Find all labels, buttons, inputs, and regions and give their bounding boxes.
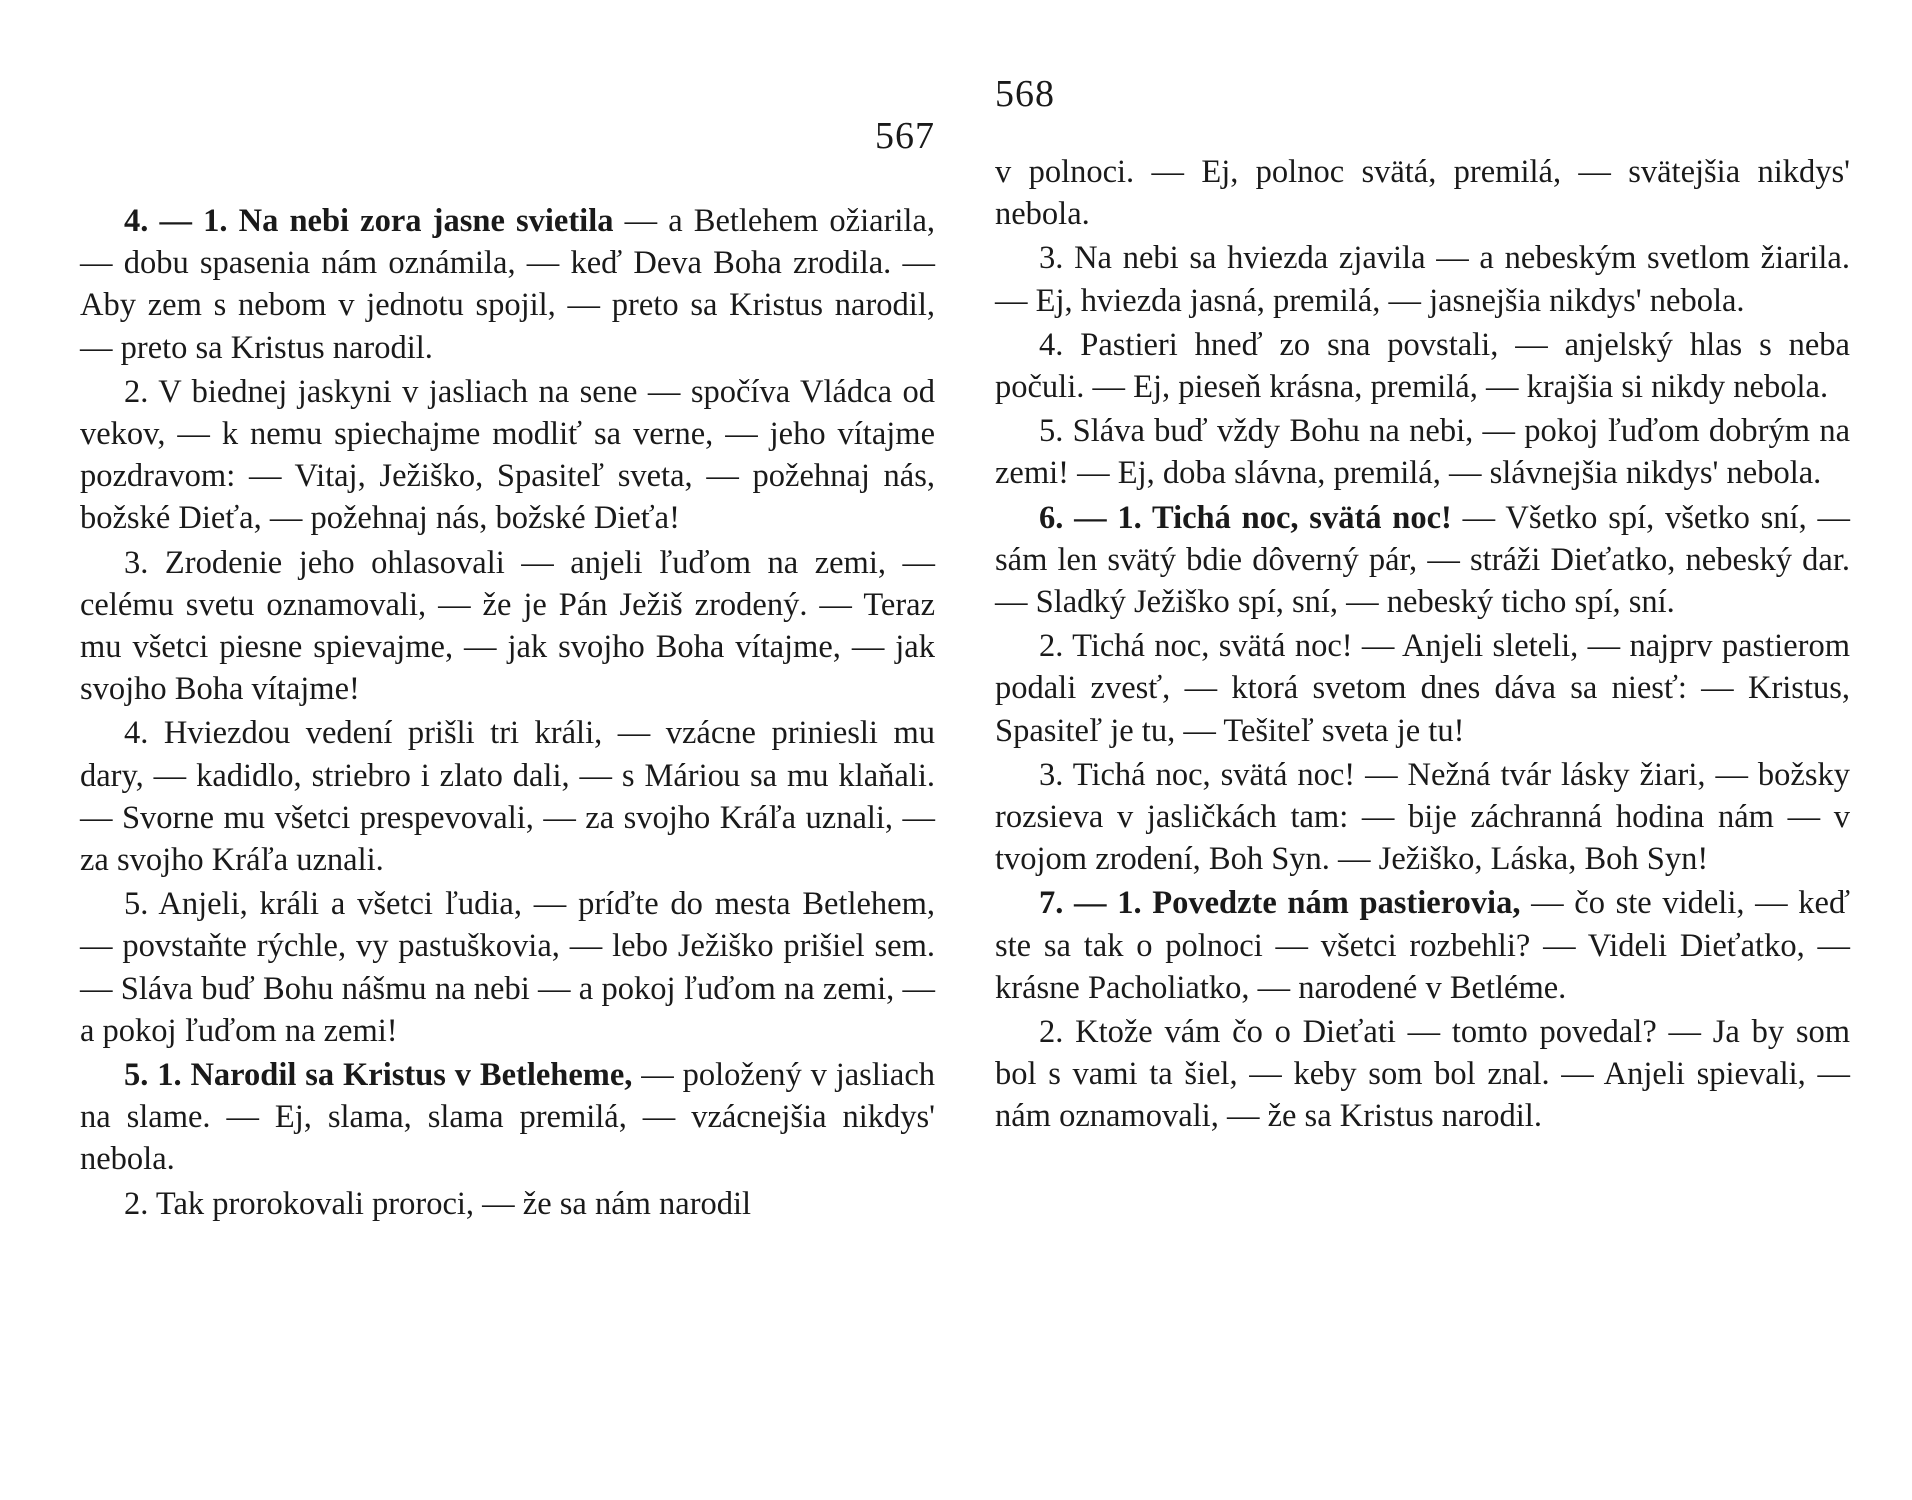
song-heading: 4. — 1. Na nebi zora jasne svietila — [124, 203, 614, 239]
paragraph — [995, 625, 1850, 752]
song-heading: 7. — 1. Povedzte nám pastierovia, — [1039, 885, 1521, 922]
paragraph — [995, 324, 1850, 408]
paragraph — [80, 542, 935, 711]
page-number-right: 568 — [995, 73, 1055, 115]
paragraph-text: — a Betlehem ožiarila, — dobu spasenia nám oznámila, — keď Deva Boha zrodila. — Aby zem s nebom v jednotu spojil, — preto sa Kristus narodil, — preto sa Kristus narodil. — [80, 203, 935, 366]
paragraph — [995, 882, 1850, 1009]
paragraph — [995, 1011, 1850, 1138]
paragraph — [80, 1054, 935, 1181]
left-text-column — [80, 200, 935, 1227]
song-heading: 5. 1. Narodil sa Kristus v Betleheme, — [124, 1057, 633, 1094]
paragraph-text: 3. Na nebi sa hviezda zjavila — a nebeským svetlom žiarila. — Ej, hviezda jasná, premilá, — jasnejšia nikdys' nebola. — [995, 240, 1850, 319]
paragraph-text: 5. Anjeli, králi a všetci ľudia, — príďte do mesta Betlehem, — povstaňte rýchle, vy pastuškovia, — lebo Ježiško prišiel sem. — Sláva buď Bohu nášmu na nebi — a pokoj ľuďom na zemi, — a pokoj ľuďom na zemi! — [80, 886, 935, 1049]
paragraph — [995, 497, 1850, 624]
paragraph — [995, 237, 1850, 321]
paragraph-text: 5. Sláva buď vždy Bohu na nebi, — pokoj ľuďom dobrým na zemi! — Ej, doba slávna, premilá, — slávnejšia nikdys' nebola. — [995, 413, 1850, 492]
paragraph-text: v polnoci. — Ej, polnoc svätá, premilá, — svätejšia nikdys' nebola. — [995, 154, 1850, 233]
paragraph-text: 3. Zrodenie jeho ohlasovali — anjeli ľuďom na zemi, — celému svetu oznamovali, — že je Pán Ježiš zrodený. — Teraz mu všetci piesne spievajme, — jak svojho Boha vítajme, — jak svojho Boha vítajme! — [80, 544, 935, 708]
paragraph-text: 2. Ktože vám čo o Dieťati — tomto povedal? — Ja by som bol s vami ta šiel, — keby som bol znal. — Anjeli spievali, — nám oznamovali, — že sa Kristus narodil. — [995, 1014, 1850, 1135]
right-text-column — [995, 151, 1850, 1140]
paragraph — [80, 200, 935, 369]
paragraph — [995, 151, 1850, 235]
paragraph-text: 4. Hviezdou vedení prišli tri králi, — vzácne priniesli mu dary, — kadidlo, striebro i zlato dali, — s Máriou sa mu klaňali. — Svorne mu všetci prespevovali, — za svojho Kráľa uznali, — za svojho Kráľa uznali. — [80, 715, 935, 879]
song-heading: 6. — 1. Tichá noc, svätá noc! — [1039, 499, 1452, 536]
paragraph — [80, 712, 935, 881]
paragraph-text: — Všetko spí, všetko sní, — sám len svätý bdie dôverný pár, — stráži Dieťatko, nebeský dar. — Sladký Ježiško spí, sní, — nebeský ticho spí, sní. — [995, 499, 1850, 621]
paragraph-text: 2. V biednej jaskyni v jasliach na sene — spočíva Vládca od vekov, — k nemu spiechajme modliť sa verne, — jeho vítajme pozdravom: — Vitaj, Ježiško, Spasiteľ sveta, — požehnaj nás, božské Dieťa, — požehnaj nás, božské Dieťa! — [80, 373, 935, 537]
paragraph — [80, 371, 935, 540]
paragraph-text: 3. Tichá noc, svätá noc! — Nežná tvár lásky žiari, — božsky rozsieva v jasličkách tam: — bije záchranná hodina nám — v tvojom zrodení, Boh Syn. — Ježiško, Láska, Boh Syn! — [995, 756, 1850, 878]
paragraph — [995, 410, 1850, 494]
paragraph-text: — položený v jasliach na slame. — Ej, slama, slama premilá, — vzácnejšia nikdys' nebola. — [80, 1057, 935, 1178]
paragraph-text: 2. Tak prorokovali proroci, — že sa nám narodil — [124, 1185, 752, 1222]
page-number-left: 567 — [875, 115, 935, 157]
paragraph — [995, 754, 1850, 881]
paragraph-text: — čo ste videli, — keď ste sa tak o polnoci — všetci rozbehli? — Videli Dieťatko, — krásne Pacholiatko, — narodené v Betléme. — [995, 885, 1850, 1006]
paragraph — [80, 883, 935, 1052]
paragraph-text: 4. Pastieri hneď zo sna povstali, — anjelský hlas s neba počuli. — Ej, pieseň krásna, premilá, — krajšia si nikdy nebola. — [995, 326, 1850, 406]
paragraph-text: 2. Tichá noc, svätá noc! — Anjeli sleteli, — najprv pastierom podali zvesť, — ktorá svetom dnes dáva sa niesť: — Kristus, Spasiteľ je tu, — Tešiteľ sveta je tu! — [995, 628, 1850, 749]
paragraph — [80, 1183, 935, 1225]
